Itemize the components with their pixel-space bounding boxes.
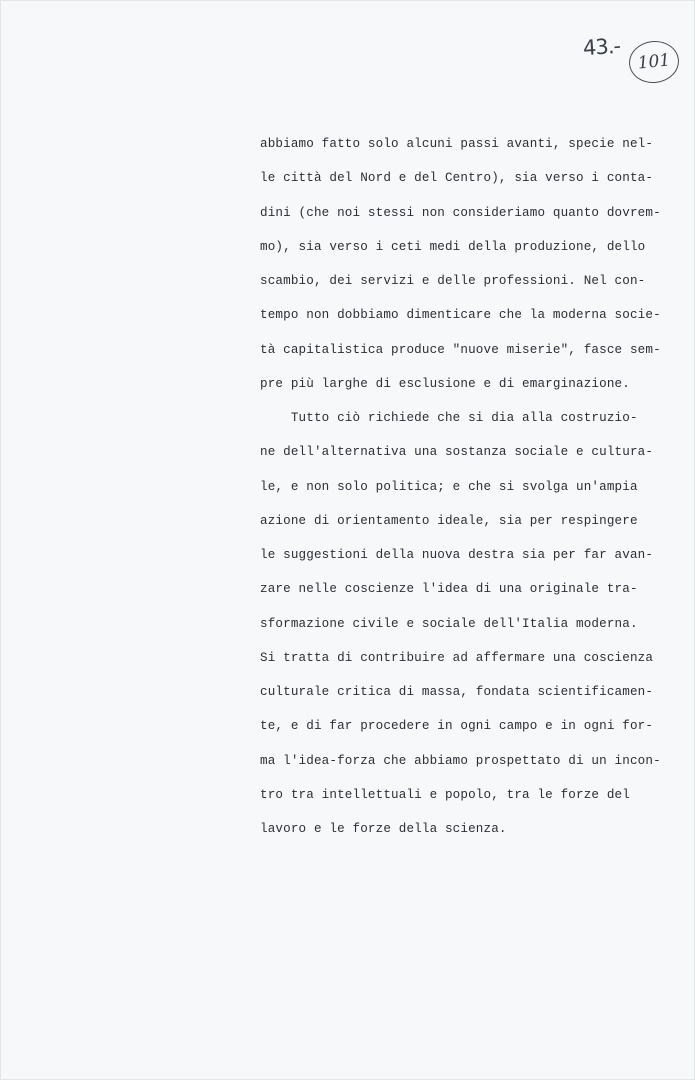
circled-archive-number: 101 bbox=[627, 39, 681, 86]
text-line: azione di orientamento ideale, sia per respingere bbox=[260, 513, 638, 528]
typed-body-text bbox=[260, 127, 680, 846]
text-line: te, e di far procedere in ogni campo e in ogni for- bbox=[260, 719, 654, 734]
text-line: Si tratta di contribuire ad affermare una coscienza bbox=[260, 650, 654, 665]
text-line: tro tra intellettuali e popolo, tra le forze del bbox=[260, 787, 630, 802]
text-line: sformazione civile e sociale dell'Italia moderna. bbox=[260, 616, 638, 631]
handwritten-page-number: 43.- bbox=[582, 33, 621, 61]
text-line: zare nelle coscienze l'idea di una originale tra- bbox=[260, 582, 638, 597]
text-line: le suggestioni della nuova destra sia per far avan- bbox=[260, 548, 654, 562]
text-line: scambio, dei servizi e delle professioni. Nel con- bbox=[260, 274, 646, 288]
text-line: pre più larghe di esclusione e di emarginazione. bbox=[260, 376, 630, 391]
text-line: mo), sia verso i ceti medi della produzione, dello bbox=[260, 239, 646, 254]
text-line: ne dell'alternativa una sostanza sociale e cultura- bbox=[260, 445, 654, 460]
text-line: tà capitalistica produce "nuove miserie", fasce sem- bbox=[260, 342, 661, 357]
text-line: culturale critica di massa, fondata scientificamen- bbox=[260, 685, 654, 699]
text-line: Tutto ciò richiede che si dia alla costruzio- bbox=[260, 411, 638, 425]
text-line: tempo non dobbiamo dimenticare che la moderna socie- bbox=[260, 308, 661, 323]
text-line: le, e non solo politica; e che si svolga un'ampia bbox=[260, 479, 638, 494]
text-line: lavoro e le forze della scienza. bbox=[260, 822, 507, 836]
text-line: ma l'idea-forza che abbiamo prospettato di un incon- bbox=[260, 753, 661, 768]
text-line: dini (che noi stessi non consideriamo quanto dovrem- bbox=[260, 205, 661, 220]
text-line: le città del Nord e del Centro), sia verso i conta- bbox=[260, 171, 654, 186]
text-line: abbiamo fatto solo alcuni passi avanti, specie nel- bbox=[260, 137, 654, 151]
